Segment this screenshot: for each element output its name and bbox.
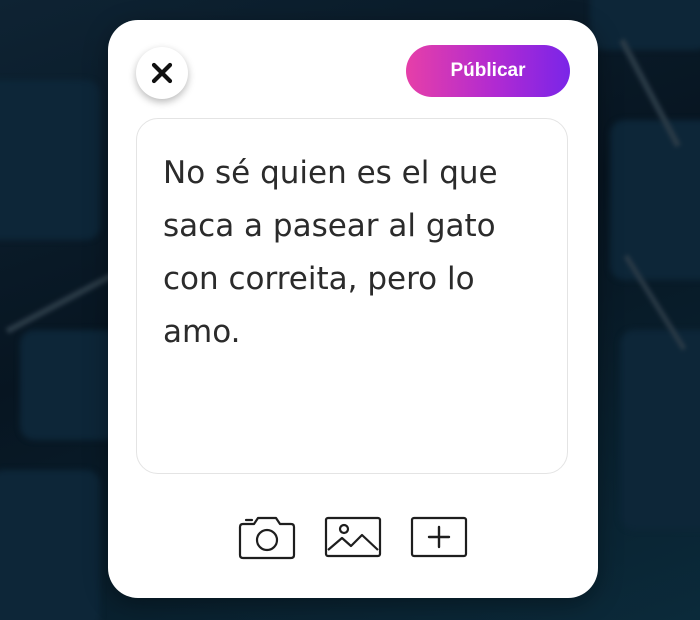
post-text-input[interactable]: No sé quien es el que saca a pasear al gato con correita, pero lo amo. bbox=[136, 118, 568, 474]
publish-button[interactable]: Públicar bbox=[406, 45, 570, 97]
image-icon bbox=[324, 516, 382, 558]
close-icon bbox=[150, 61, 174, 85]
add-icon bbox=[410, 516, 468, 558]
add-button[interactable] bbox=[409, 514, 469, 560]
camera-button[interactable] bbox=[237, 514, 297, 560]
close-button[interactable] bbox=[136, 47, 188, 99]
camera-icon bbox=[238, 514, 296, 560]
gallery-button[interactable] bbox=[323, 514, 383, 560]
new-post-modal bbox=[108, 20, 598, 598]
media-toolbar bbox=[108, 514, 598, 564]
